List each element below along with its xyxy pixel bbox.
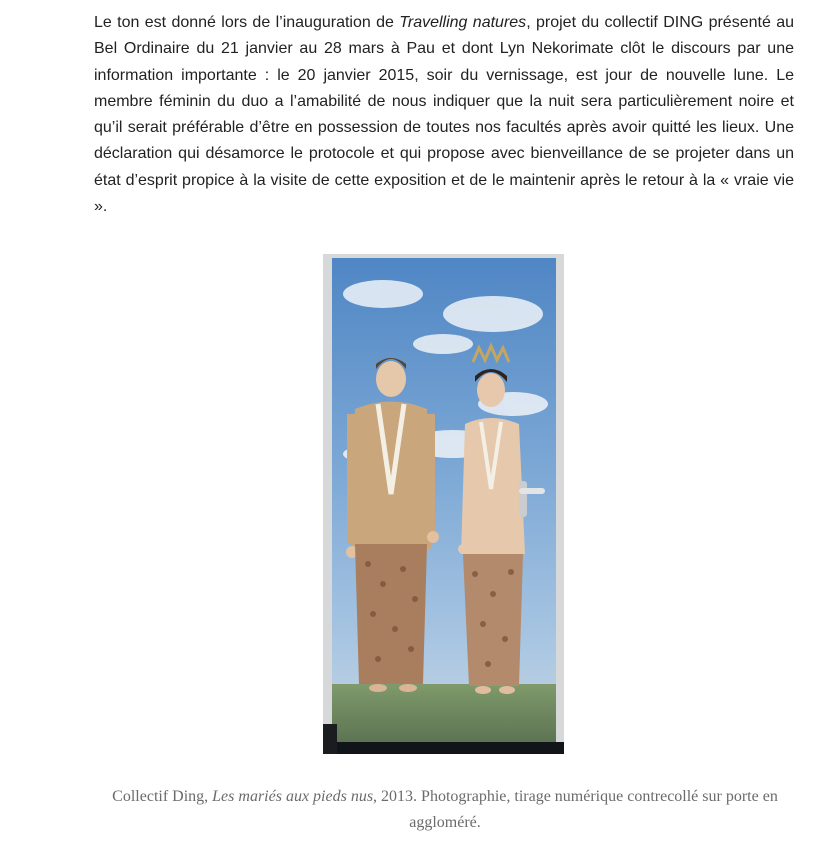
caption-text-end: , 2013. Photographie, tirage numérique contrecollé sur porte en aggloméré. [373, 788, 778, 831]
paragraph-text-start: Le ton est donné lors de l’inauguration de [94, 14, 400, 31]
paragraph-text-end: , projet du collectif DING présenté au Bel Ordinaire du 21 janvier au 28 mars à Pau et dont Lyn Nekorimate clôt le discours par une information importante : le 20 janvier 2015, soir du vernissage, est jour de nouvelle lune. Le membre féminin du duo a l’amabilité de nous indiquer que la nuit sera particulièrement noire et qu’il serait préférable d’être en possession de toutes nos facultés après avoir quitté les lieux. Une déclaration qui désamorce le protocole et qui propose avec bienveillance de se projeter dans un état d’esprit propice à la visite de cette exposition et de le maintenir après le retour à la « vraie vie ». [94, 14, 795, 216]
artwork-title: Les mariés aux pieds nus [212, 788, 374, 805]
artwork-photo [323, 254, 564, 754]
figure-caption [100, 784, 790, 836]
article-paragraph [94, 10, 794, 220]
exhibition-title: Travelling natures [399, 14, 527, 31]
caption-text-start: Collectif Ding, [112, 788, 213, 805]
